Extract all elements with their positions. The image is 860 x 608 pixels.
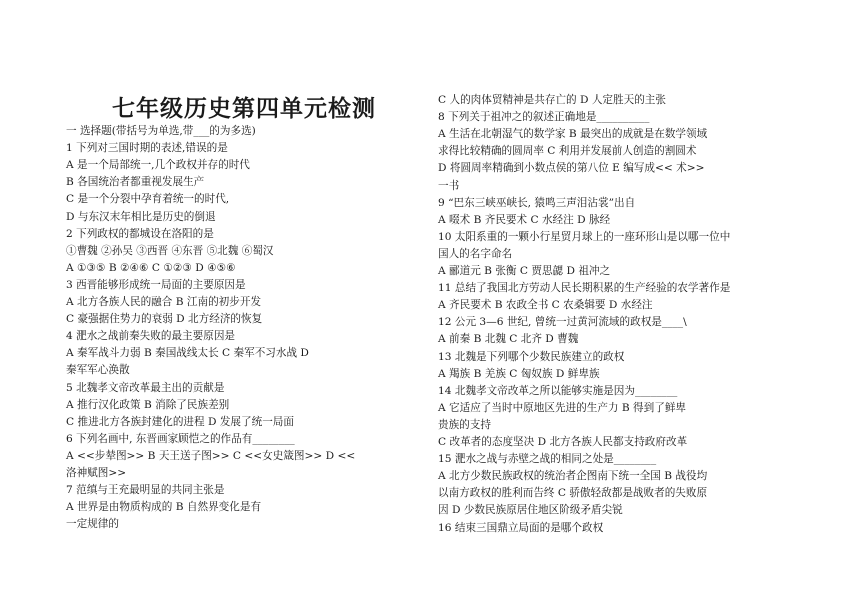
text-line: 5 北魏孝文帝改革最主出的贡献是 [66,381,225,394]
text-line: A 郦道元 B 张衡 C 贾思勰 D 祖冲之 [438,265,611,277]
text-line: A 世界是由物质构成的 B 自然界变化是有 [66,501,262,514]
text-line: A 生活在北朝湿气的数学家 B 最突出的成就是在数学领域 [438,128,708,141]
text-line: 14 北魏孝文帝改革之所以能够实施是因为________ [438,384,678,397]
text-line: 一 选择题(带括号为单选,带___的为多选) [66,125,256,137]
text-line: 一书 [438,179,460,192]
text-line: C 人的肉体贸精神是共存亡的 D 人定胜天的主张 [438,94,666,106]
text-line: 7 范缜与王充最明显的共同主张是 [66,484,225,497]
text-line: C 豪强据住势力的衰弱 D 北方经济的恢复 [66,313,263,326]
text-line: 10 太阳系重的一颗小行星贸月球上的一座环形山是以哪一位中 [438,230,731,243]
text-line: 8 下列关于祖冲之的叙述正确地是__________ [438,111,650,124]
text-line: 13 北魏是下列哪个少数民族建立的政权 [438,350,625,363]
text-line: 国人的名字命名 [438,247,513,260]
text-line: A 推行汉化政策 B 消除了民族差别 [66,398,230,411]
text-line: ①曹魏 ②孙吴 ③西晋 ④东晋 ⑤北魏 ⑥蜀汉 [66,244,274,257]
text-line: D 与东汉末年相比是历史的倒退 [66,210,216,223]
text-line: B 各国统治者都重视发展生产 [66,176,205,189]
text-line: A 北方少数民族政权的统治者企图南下统一全国 B 战役均 [438,470,708,483]
text-line: 秦军军心涣散 [66,364,130,377]
text-line: 因 D 少数民族原居住地区阶级矛盾尖锐 [438,504,623,517]
text-line: A 它适应了当时中原地区先进的生产力 B 得到了鲜卑 [438,401,687,414]
text-line: 贵族的支持 [438,418,491,431]
text-line: 一定规律的 [66,518,119,531]
text-line: 9 “巴东三峡巫峡长, 猿鸣三声泪沾裳”出自 [438,196,636,209]
text-line: A ①③⑤ B ②④⑥ C ①②③ D ④⑤⑥ [66,261,236,274]
text-line: A 羯族 B 羌族 C 匈奴族 D 鲜卑族 [438,367,600,380]
text-line: 1 下列对三国时期的表述,错误的是 [66,142,228,155]
text-line: C 是一个分裂中孕育着统一的时代, [66,193,230,206]
text-line: A 啜术 B 齐民要术 C 水经注 D 脉经 [438,213,611,226]
text-line: A 齐民要术 B 农政全书 C 农桑辑要 D 水经注 [438,299,653,312]
text-line: C 改革者的态度坚决 D 北方各族人民都支持政府改革 [438,436,688,448]
text-line: 12 公元 3—6 世纪, 曾统一过黄河流域的政权是____\ [438,316,687,329]
text-line: 16 结束三国鼎立局面的是哪个政权 [438,521,604,534]
text-line: 洛神赋图>> [66,467,127,479]
text-line: A 北方各族人民的融合 B 江南的初步开发 [66,296,262,308]
text-line: A <<步辇图>> B 天王送子图>> C <<女史箴图>> D << [66,449,356,462]
text-line: 4 淝水之战前秦失败的最主要原因是 [66,330,236,343]
page-title: 七年级历史第四单元检测 [112,95,376,122]
text-line: 2 下列政权的都城设在洛阳的是 [66,227,214,240]
text-line: A 秦军战斗力弱 B 秦国战线太长 C 秦军不习水战 D [66,347,309,360]
text-line: 15 淝水之战与赤壁之战的相同之处是________ [438,453,657,466]
text-line: A 前秦 B 北魏 C 北齐 D 曹魏 [438,333,579,346]
text-line: 3 西晋能够形成统一局面的主要原因是 [66,278,246,291]
text-line: A 是一个局部统一,几个政权并存的时代 [66,159,250,172]
text-line: 以南方政权的胜利而告终 C 骄傲轻敌都是战败者的失败原 [438,487,708,500]
text-line: 求得比较精确的圆周率 C 利用并发展前人创造的割圆术 [438,145,697,158]
text-line: D 将圆周率精确到小数点侯的第八位 E 编写成<< 术>> [438,162,705,175]
text-line: 11 总结了我国北方劳动人民长期积累的生产经验的农学著作是 [438,282,731,295]
text-line: C 推进北方各族封建化的进程 D 发展了统一局面 [66,415,294,428]
text-line: 6 下列名画中, 东晋画家顾恺之的作品有________ [66,432,295,445]
